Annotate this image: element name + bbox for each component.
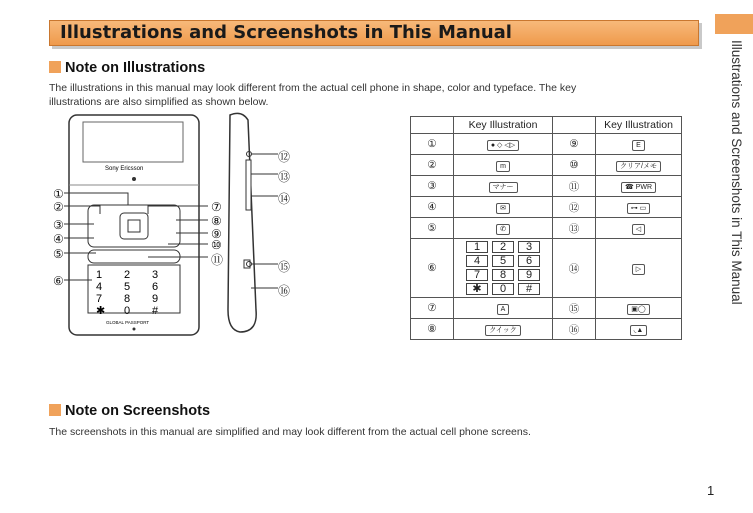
row-number: ⑭ bbox=[553, 239, 596, 298]
key-glyph: 3 bbox=[518, 241, 540, 253]
table-row bbox=[411, 239, 682, 298]
row-number: ⑮ bbox=[553, 298, 596, 319]
callout-6: ⑥ bbox=[53, 274, 64, 288]
callout-4: ④ bbox=[53, 232, 64, 246]
row-number: ⑤ bbox=[411, 218, 454, 239]
phone-key: 7 bbox=[96, 293, 103, 305]
callout-7: ⑦ bbox=[211, 200, 222, 214]
row-number: ⑦ bbox=[411, 298, 454, 319]
key-illustration: ◟▲ bbox=[596, 319, 682, 340]
key-illustration: ✉ bbox=[454, 197, 553, 218]
page-title-bar bbox=[49, 20, 699, 46]
phone-key: 9 bbox=[152, 293, 159, 305]
phone-key: 0 bbox=[124, 305, 131, 317]
callout-8: ⑧ bbox=[211, 214, 222, 228]
table-row bbox=[411, 134, 682, 155]
row-number: ① bbox=[411, 134, 454, 155]
key-glyph: ✱ bbox=[466, 283, 488, 295]
phone-key: # bbox=[152, 305, 159, 317]
side-tab-label: Illustrations and Screenshots in This Manual bbox=[729, 40, 744, 305]
callout-11: ⑪ bbox=[211, 253, 224, 267]
row-number: ⑫ bbox=[553, 197, 596, 218]
callout-9: ⑨ bbox=[211, 227, 222, 241]
key-illustration-table bbox=[410, 116, 682, 340]
phone-footer: GLOBAL PASSPORT bbox=[106, 320, 150, 325]
phone-key: 2 bbox=[124, 269, 131, 281]
page-title: Illustrations and Screenshots in This Manual bbox=[60, 22, 512, 43]
key-illustration: ▷ bbox=[596, 239, 682, 298]
phone-brand: Sony Ericsson bbox=[105, 166, 144, 172]
key-glyph: 7 bbox=[466, 269, 488, 281]
key-illustration: マナー bbox=[454, 176, 553, 197]
screenshots-body: The screenshots in this manual are simplified and may look different from the actual cell phone screens. bbox=[49, 426, 531, 438]
key-illustration: ✆ bbox=[454, 218, 553, 239]
key-glyph: 0 bbox=[492, 283, 514, 295]
key-illustration: E bbox=[596, 134, 682, 155]
table-header: Key Illustration bbox=[454, 117, 553, 134]
table-header: Key Illustration bbox=[596, 117, 682, 134]
callout-1: ① bbox=[53, 187, 64, 201]
key-illustration: ⊶ ▭ bbox=[596, 197, 682, 218]
phone-side-svg bbox=[220, 110, 310, 340]
row-number: ⑧ bbox=[411, 319, 454, 340]
callout-3: ③ bbox=[53, 218, 64, 232]
phone-key: 6 bbox=[152, 281, 159, 293]
row-number: ⑥ bbox=[411, 239, 454, 298]
table-row bbox=[411, 218, 682, 239]
key-illustration: クイック bbox=[454, 319, 553, 340]
callout-13: ⑬ bbox=[278, 170, 291, 184]
key-glyph: 8 bbox=[492, 269, 514, 281]
phone-key: 1 bbox=[96, 269, 103, 281]
row-number: ③ bbox=[411, 176, 454, 197]
section-heading-screenshots: Note on Screenshots bbox=[49, 403, 210, 419]
phone-keypad bbox=[88, 265, 180, 317]
key-glyph: # bbox=[518, 283, 540, 295]
table-row bbox=[411, 319, 682, 340]
callout-5: ⑤ bbox=[53, 247, 64, 261]
table-row bbox=[411, 197, 682, 218]
section-heading-illustrations: Note on Illustrations bbox=[49, 60, 205, 76]
row-number: ⑬ bbox=[553, 218, 596, 239]
row-number: ⑯ bbox=[553, 319, 596, 340]
key-illustration: A bbox=[454, 298, 553, 319]
side-tab-marker bbox=[715, 14, 753, 34]
key-illustration bbox=[454, 239, 553, 298]
heading-square-icon bbox=[49, 404, 61, 416]
table-row bbox=[411, 176, 682, 197]
phone-key: ✱ bbox=[96, 305, 106, 317]
row-number: ⑨ bbox=[553, 134, 596, 155]
table-row bbox=[411, 155, 682, 176]
row-number: ⑪ bbox=[553, 176, 596, 197]
illustrations-body: The illustrations in this manual may look different from the actual cell phone in shape, color and typeface. The key illustrations are also simplified as shown below. bbox=[49, 82, 577, 108]
row-number: ④ bbox=[411, 197, 454, 218]
key-illustration: m bbox=[454, 155, 553, 176]
key-glyph: 2 bbox=[492, 241, 514, 253]
key-illustration: ▣◯ bbox=[596, 298, 682, 319]
callout-14: ⑭ bbox=[278, 192, 291, 206]
key-glyph: 1 bbox=[466, 241, 488, 253]
phone-key: 4 bbox=[96, 281, 103, 293]
key-glyph: 4 bbox=[466, 255, 488, 267]
key-illustration: クリア/メモ bbox=[596, 155, 682, 176]
phone-key: 8 bbox=[124, 293, 131, 305]
row-number: ② bbox=[411, 155, 454, 176]
key-illustration: ◁ bbox=[596, 218, 682, 239]
key-glyph: 9 bbox=[518, 269, 540, 281]
row-number: ⑩ bbox=[553, 155, 596, 176]
callout-16: ⑯ bbox=[278, 284, 291, 298]
key-glyph: 6 bbox=[518, 255, 540, 267]
phone-key: 5 bbox=[124, 281, 131, 293]
page-number: 1 bbox=[707, 483, 715, 498]
table-row bbox=[411, 298, 682, 319]
phone-key: 3 bbox=[152, 269, 159, 281]
callout-2: ② bbox=[53, 200, 64, 214]
key-illustration: ☎ PWR bbox=[596, 176, 682, 197]
key-illustration: ● ◇ ◁▷ bbox=[454, 134, 553, 155]
key-glyph: 5 bbox=[492, 255, 514, 267]
callout-15: ⑮ bbox=[278, 260, 291, 274]
heading-square-icon bbox=[49, 61, 61, 73]
callout-10: ⑩ bbox=[211, 238, 222, 252]
callout-12: ⑫ bbox=[278, 150, 291, 164]
